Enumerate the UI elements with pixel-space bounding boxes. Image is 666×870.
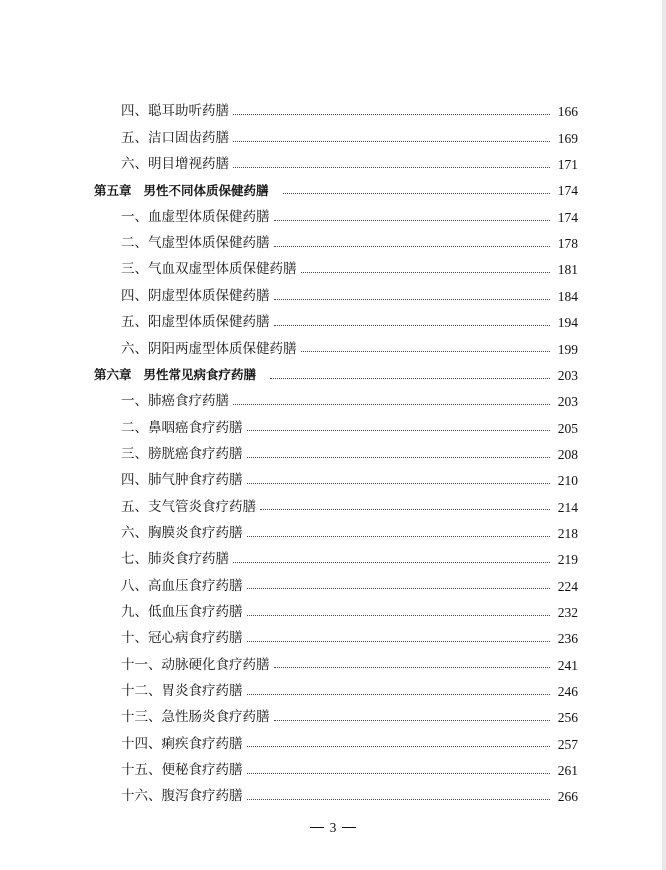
toc-section-title: 五、洁口固齿药膳 [121, 129, 229, 146]
toc-section-title: 八、高血压食疗药膳 [121, 577, 243, 594]
toc-section-title: 六、胸膜炎食疗药膳 [121, 524, 243, 541]
toc-dot-leader [274, 219, 551, 221]
toc-section-entry[interactable] [0, 441, 578, 467]
toc-page-number: 174 [557, 209, 578, 225]
toc-section-entry[interactable] [0, 336, 578, 362]
toc-dot-leader [247, 693, 551, 695]
toc-chapter-entry[interactable] [0, 362, 578, 388]
toc-dot-leader [247, 640, 551, 642]
toc-section-title: 五、阳虚型体质保健药膳 [121, 314, 270, 331]
toc-dot-leader [274, 324, 551, 326]
toc-section-title: 七、肺炎食疗药膳 [121, 551, 229, 568]
toc-section-entry[interactable] [0, 652, 578, 678]
toc-dot-leader [247, 745, 551, 747]
toc-dot-leader [247, 535, 551, 537]
toc-dot-leader [233, 166, 550, 168]
toc-dot-leader [247, 482, 551, 484]
toc-section-title: 四、肺气肿食疗药膳 [121, 472, 243, 489]
toc-section-title: 九、低血压食疗药膳 [121, 603, 243, 620]
toc-page-number: 181 [557, 262, 578, 278]
toc-page-number: 203 [557, 394, 578, 410]
toc-section-title: 五、支气管炎食疗药膳 [121, 498, 256, 515]
toc-page-number: 261 [557, 763, 578, 779]
toc-section-title: 三、膀胱癌食疗药膳 [121, 445, 243, 462]
toc-chapter-title: 男性常见病食疗药膳 [143, 367, 257, 383]
toc-section-entry[interactable] [0, 731, 578, 757]
toc-section-entry[interactable] [0, 468, 578, 494]
toc-section-entry[interactable] [0, 99, 578, 125]
toc-page-number: 266 [557, 789, 578, 805]
toc-section-entry[interactable] [0, 784, 578, 810]
toc-page-number: 257 [557, 736, 578, 752]
toc-dot-leader [301, 271, 551, 273]
toc-section-entry[interactable] [0, 310, 578, 336]
toc-section-entry[interactable] [0, 494, 578, 520]
toc-section-title: 二、气虚型体质保健药膳 [121, 235, 270, 252]
toc-page-number: 166 [557, 104, 578, 120]
toc-page-number: 208 [557, 446, 578, 462]
toc-page-number: 210 [557, 473, 578, 489]
toc-section-title: 十一、动脉硬化食疗药膳 [121, 656, 270, 673]
toc-section-title: 十二、胃炎食疗药膳 [121, 682, 243, 699]
toc-dot-leader [274, 245, 551, 247]
toc-dot-leader [247, 772, 551, 774]
toc-page-number: 205 [557, 420, 578, 436]
toc-dot-leader [233, 561, 550, 563]
toc-page-number: 256 [557, 710, 578, 726]
toc-dot-leader [274, 298, 551, 300]
toc-section-title: 四、阴虚型体质保健药膳 [121, 287, 270, 304]
toc-page-number: 184 [557, 288, 578, 304]
toc-section-title: 四、聪耳助听药膳 [121, 103, 229, 120]
toc-page-number: 214 [557, 499, 578, 515]
folio-page-number: 3 [329, 820, 337, 835]
toc-page-number: 241 [557, 657, 578, 673]
toc-page-number: 169 [557, 130, 578, 146]
toc-section-entry[interactable] [0, 705, 578, 731]
toc-page-number: 232 [557, 604, 578, 620]
toc-chapter-number: 第五章 [94, 182, 132, 198]
toc-section-title: 一、肺癌食疗药膳 [121, 393, 229, 410]
toc-page-number: 171 [557, 157, 578, 173]
folio-dash-left [310, 827, 324, 828]
toc-dot-leader [247, 429, 551, 431]
toc-section-entry[interactable] [0, 125, 578, 151]
toc-section-title: 十四、痢疾食疗药膳 [121, 735, 243, 752]
toc-section-entry[interactable] [0, 626, 578, 652]
toc-page-number: 199 [557, 341, 578, 357]
toc-page-number: 224 [557, 578, 578, 594]
toc-section-entry[interactable] [0, 521, 578, 547]
toc-section-entry[interactable] [0, 679, 578, 705]
toc-page-number: 236 [557, 631, 578, 647]
toc-section-entry[interactable] [0, 547, 578, 573]
toc-page-number: 194 [557, 315, 578, 331]
toc-dot-leader [247, 456, 551, 458]
toc-page-number: 219 [557, 552, 578, 568]
toc-section-title: 二、鼻咽癌食疗药膳 [121, 419, 243, 436]
toc-page-number: 174 [557, 183, 578, 199]
toc-section-entry[interactable] [0, 573, 578, 599]
toc-section-title: 十三、急性肠炎食疗药膳 [121, 709, 270, 726]
toc-section-title: 十六、腹泻食疗药膳 [121, 788, 243, 805]
toc-dot-leader [301, 350, 551, 352]
toc-section-entry[interactable] [0, 389, 578, 415]
toc-section-title: 十、冠心病食疗药膳 [121, 630, 243, 647]
toc-chapter-title: 男性不同体质保健药膳 [143, 182, 269, 198]
toc-section-title: 三、气血双虚型体质保健药膳 [121, 261, 297, 278]
toc-chapter-entry[interactable] [0, 178, 578, 204]
page-folio [0, 820, 666, 836]
toc-dot-leader [247, 798, 551, 800]
toc-dot-leader [270, 377, 550, 379]
toc-page-number: 178 [557, 236, 578, 252]
toc-dot-leader [247, 614, 551, 616]
toc-section-entry[interactable] [0, 600, 578, 626]
toc-section-title: 十五、便秘食疗药膳 [121, 762, 243, 779]
toc-section-title: 六、阴阳两虚型体质保健药膳 [121, 340, 297, 357]
toc-section-entry[interactable] [0, 204, 578, 230]
toc-section-title: 一、血虚型体质保健药膳 [121, 208, 270, 225]
toc-chapter-number: 第六章 [94, 367, 132, 383]
table-of-contents [0, 99, 666, 810]
toc-dot-leader [274, 719, 551, 721]
toc-section-entry[interactable] [0, 283, 578, 309]
toc-section-entry[interactable] [0, 231, 578, 257]
toc-section-entry[interactable] [0, 257, 578, 283]
toc-page-number: 203 [557, 367, 578, 383]
toc-section-title: 六、明目增视药膳 [121, 156, 229, 173]
toc-dot-leader [274, 666, 551, 668]
toc-page-number: 218 [557, 525, 578, 541]
toc-section-entry[interactable] [0, 758, 578, 784]
toc-section-entry[interactable] [0, 152, 578, 178]
toc-dot-leader [233, 140, 550, 142]
toc-dot-leader [233, 403, 550, 405]
folio-dash-right [342, 827, 356, 828]
toc-dot-leader [260, 508, 550, 510]
toc-dot-leader [247, 587, 551, 589]
toc-dot-leader [233, 113, 550, 115]
toc-page-number: 246 [557, 683, 578, 699]
toc-section-entry[interactable] [0, 415, 578, 441]
toc-dot-leader [283, 192, 550, 194]
